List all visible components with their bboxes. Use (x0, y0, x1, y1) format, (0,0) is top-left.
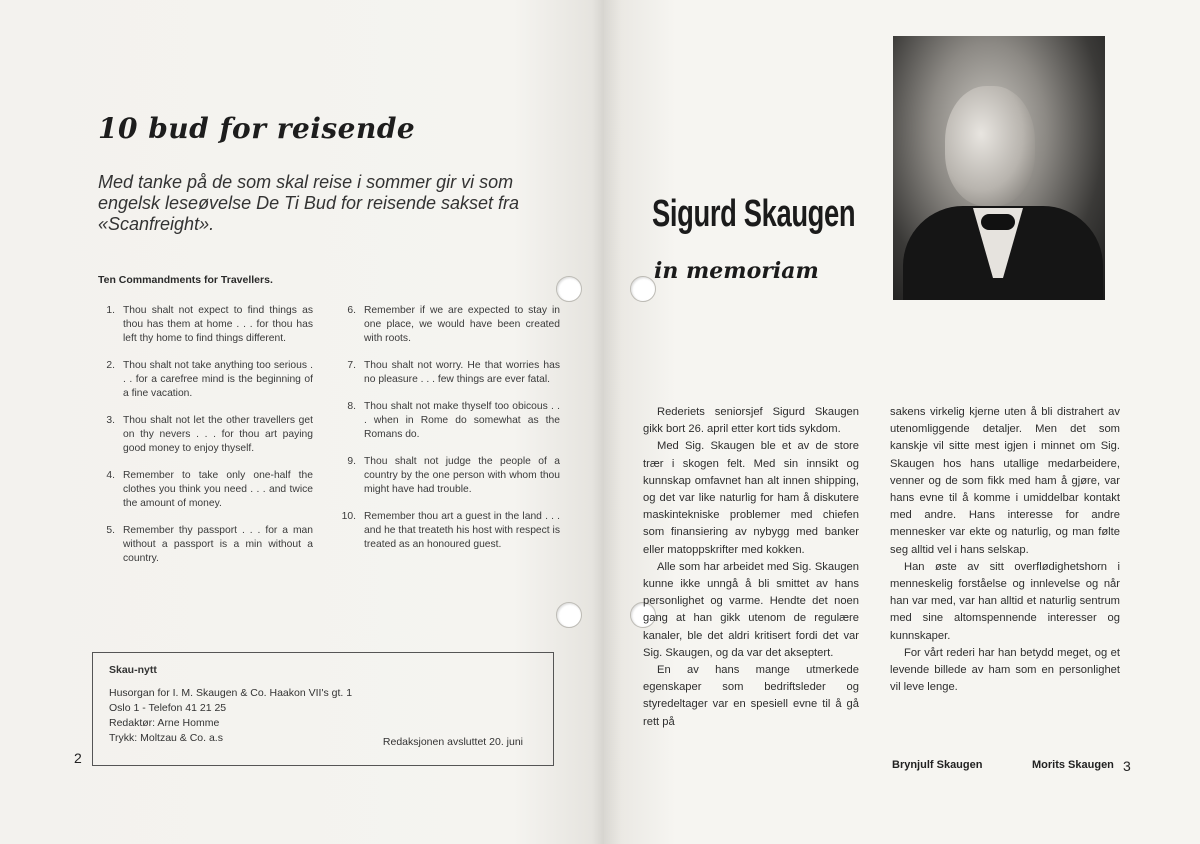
commandment-item (101, 469, 313, 511)
paragraph: Rederiets seniorsjef Sigurd Skaugen gikk bort 26. april etter kort tids sykdom. (643, 406, 859, 436)
commandment-item (338, 304, 560, 346)
obituary-name-heading: Sigurd Skaugen (652, 193, 856, 235)
bow-tie (981, 214, 1015, 230)
commandment-text: Thou shalt not let the other travellers get on thy nevers . . . for thou art paying good money to enjoy thyself. (123, 415, 313, 454)
commandment-text: Remember if we are expected to stay in one place, we would have been created with roots. (364, 305, 560, 344)
commandment-text: Thou shalt not judge the people of a country by the one person with whom thou might have had trouble. (364, 456, 560, 495)
paragraph: sakens virkelig kjerne uten å bli distrahert av utenomliggende detaljer. Men det som kanskje vil sitte mest igjen i minnet om Sig. Skaugen hos hans utallige medarbeidere, venner og de som fikk med ham å gjøre, var hans evne til å komme i umiddelbar kontakt med andre. Hans interesse for andre mennesker var ekte og naturlig, og man følte seg alltid vel i hans selskap. (890, 406, 1120, 556)
obituary-column-2 (890, 404, 1120, 696)
colophon-title: Skau-nytt (109, 664, 157, 676)
portrait-photo (893, 36, 1105, 300)
paragraph: Han øste av sitt overflødighetshorn i menneskelig forståelse og innlevelse og når han var med, var han alltid et naturlig sentrum med sine altomspennende interesser og kunnskaper. (890, 560, 1120, 642)
punch-hole (556, 276, 582, 302)
portrait-face (945, 86, 1035, 206)
commandments-column-2 (338, 304, 560, 565)
commandment-number: 5. (106, 525, 115, 536)
paragraph: Med Sig. Skaugen ble et av de store trær i skogen felt. Med sin innsikt og kunnskap omfavnet han alt innen shipping, og det var like naturlig for ham å diskutere maskintekniske problemer med chiefen som finansiering av nybygg med banker eller matoppskrifter med kokken. (643, 440, 859, 556)
punch-hole (630, 276, 656, 302)
commandment-item (338, 510, 560, 552)
colophon-box (92, 652, 554, 766)
commandment-number: 3. (106, 415, 115, 426)
commandment-item (338, 455, 560, 497)
commandment-item (101, 359, 313, 401)
commandment-number: 6. (347, 305, 356, 316)
punch-hole (556, 602, 582, 628)
commandment-item (338, 400, 560, 442)
commandment-number: 2. (106, 360, 115, 371)
commandment-text: Thou shalt not take anything too serious . . . for a carefree mind is the beginning of a fine vacation. (123, 360, 313, 399)
commandment-item (101, 304, 313, 346)
right-page (604, 0, 1200, 844)
paragraph: Alle som har arbeidet med Sig. Skaugen kunne ikke unngå å bli smittet av hans personlighet og varme. Hendte det noen gang at han gikk utenom de regulære kanaler, ble det aldri kritisert fordi det var Sig. Skaugen, og da var det akseptert. (643, 560, 859, 659)
commandment-number: 7. (347, 360, 356, 371)
colophon-line: Trykk: Moltzau & Co. a.s (109, 732, 223, 744)
signature-left: Brynjulf Skaugen (892, 759, 983, 771)
bleed-through-masthead (60, 20, 78, 94)
signature-right: Morits Skaugen (1032, 759, 1114, 771)
commandment-number: 9. (347, 456, 356, 467)
commandment-text: Remember thy passport . . . for a man without a passport is a min without a country. (123, 525, 313, 564)
commandment-text: Thou shalt not expect to find things as thou has them at home . . . for thou has left thy home to find things different. (123, 305, 313, 344)
obituary-column-1 (643, 404, 859, 731)
commandment-number: 1. (106, 305, 115, 316)
commandment-number: 8. (347, 401, 356, 412)
article-title: 10 bud for reisende (98, 112, 416, 145)
colophon-line: Husorgan for I. M. Skaugen & Co. Haakon VII's gt. 1 (109, 687, 353, 699)
colophon-line: Redaktør: Arne Homme (109, 717, 220, 729)
commandments-column-1 (101, 304, 313, 579)
colophon-deadline: Redaksjonen avsluttet 20. juni (382, 736, 523, 748)
paragraph: For vårt rederi har han betydd meget, og et levende billede av ham som en personlighet vil leve lenge. (890, 646, 1120, 694)
obituary-subheading: in memoriam (654, 258, 819, 284)
commandment-item (101, 524, 313, 566)
paragraph: En av hans mange utmerkede egenskaper som bedriftsleder og styredeltager var en spesiell evne til å gå rett på (643, 664, 859, 728)
colophon-line: Oslo 1 - Telefon 41 21 25 (109, 702, 227, 714)
commandment-item (338, 359, 560, 387)
page-number-left: 2 (74, 750, 82, 766)
commandment-text: Thou shalt not worry. He that worries has no pleasure . . . few things are ever fatal. (364, 360, 560, 385)
commandment-item (101, 414, 313, 456)
commandment-text: Thou shalt not make thyself too obicous . . . when in Rome do somewhat as the Romans do. (364, 401, 560, 440)
commandment-text: Remember to take only one-half the clothes you think you need . . . and twice the amount of money. (123, 470, 313, 509)
commandment-text: Remember thou art a guest in the land . . . and he that treateth his host with respect is treated as an honoured guest. (364, 511, 560, 550)
article-lead: Med tanke på de som skal reise i sommer gir vi som engelsk leseøvelse De Ti Bud for reisende sakset fra «Scanfreight». (98, 172, 520, 234)
commandment-number: 10. (341, 511, 356, 522)
commandment-number: 4. (106, 470, 115, 481)
page-number-right: 3 (1123, 758, 1131, 774)
commandments-heading: Ten Commandments for Travellers. (98, 274, 273, 286)
